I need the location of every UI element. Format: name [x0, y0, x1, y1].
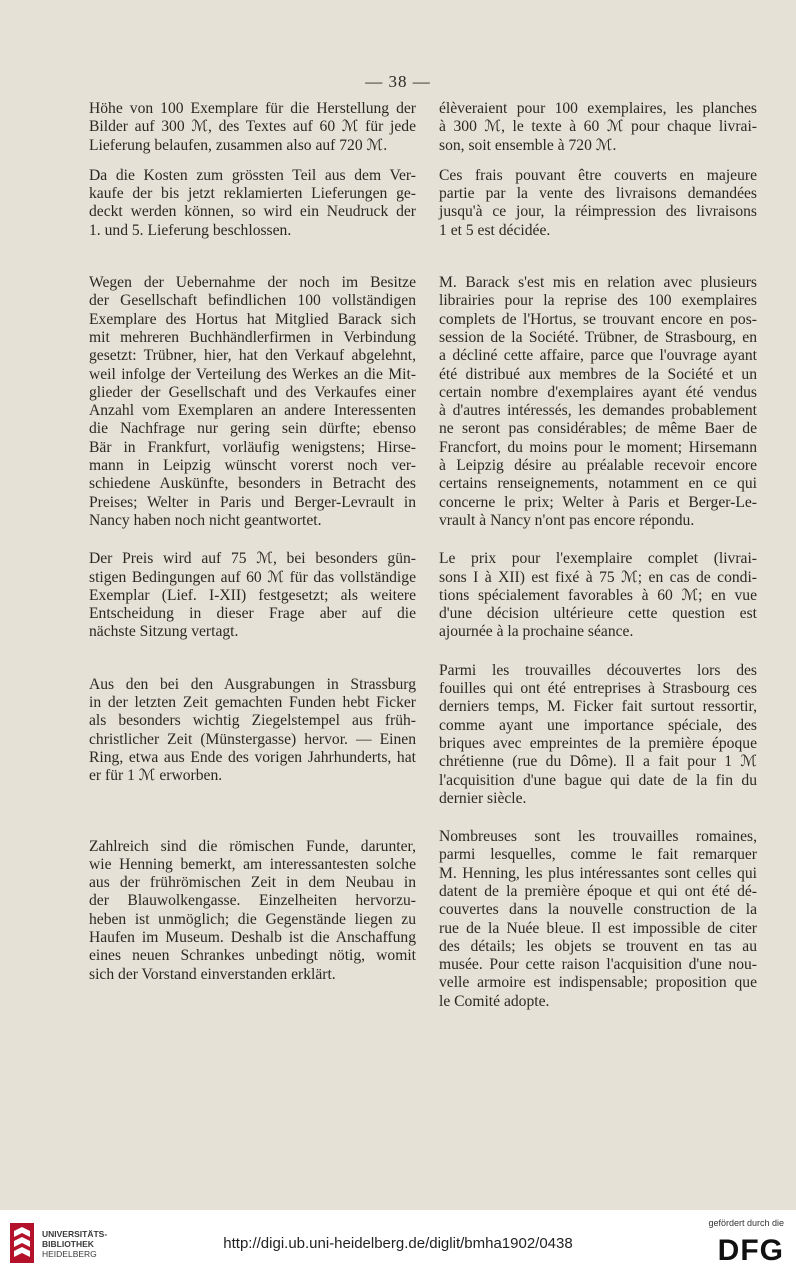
- text-line: Wegen der Uebernahme der noch im Besitze: [89, 274, 416, 292]
- footer-bar: [0, 1210, 796, 1273]
- text-line: briques avec empreintes de la première époque: [439, 734, 757, 752]
- logo-line-2: BIBLIOTHEK: [42, 1239, 94, 1249]
- french-paragraph-6: [439, 828, 757, 1011]
- text-line: Ces frais pouvant être couverts en majeure: [439, 166, 757, 184]
- text-line: gesetzt: Trübner, hier, hat den Verkauf abgelehnt,: [89, 347, 416, 365]
- text-line: rue de la Nuée bleue. Il est impossible de citer: [439, 919, 757, 937]
- text-line: weil infolge der Verteilung des Werkes an die Mit-: [89, 365, 416, 383]
- funding-caption: gefördert durch die: [708, 1218, 784, 1228]
- text-line: à d'autres intéressés, les demandes probablement: [439, 402, 757, 420]
- text-line: son, soit ensemble à 720 ℳ.: [439, 136, 617, 154]
- text-line: d'une décision ultérieure cette question est: [439, 605, 757, 623]
- text-line: ajournée à la prochaine séance.: [439, 623, 634, 641]
- text-line: heben ist unmöglich; die Gegenstände liegen zu: [89, 910, 416, 928]
- text-line: des détails; les objets se trouvent en tas au: [439, 937, 757, 955]
- french-paragraph-2: [439, 167, 757, 240]
- text-line: Aus den bei den Ausgrabungen in Strassburg: [89, 675, 416, 693]
- text-line: aus der frührömischen Zeit in dem Neubau in: [89, 874, 416, 892]
- text-line: à Leipzig désire au préalable recevoir encore: [439, 457, 757, 475]
- text-line: concerne le prix; Welter à Paris et Berger-Le-: [439, 493, 757, 511]
- logo-line-3: HEIDELBERG: [42, 1249, 97, 1259]
- german-paragraph-4: [89, 550, 416, 641]
- text-line: sich der Vorstand einverstanden erklärt.: [89, 965, 336, 983]
- text-line: eines neuen Schrankes unbedingt nötig, womit: [89, 947, 416, 965]
- text-line: a décliné cette affaire, parce que l'ouvrage ayant: [439, 347, 757, 365]
- text-line: deckt werden können, so wird ein Neudruck der: [89, 203, 416, 221]
- text-line: ne seront pas considérables; de même Baer de: [439, 420, 757, 438]
- logo-line-1: UNIVERSITÄTS-: [42, 1229, 108, 1239]
- text-line: Nancy haben noch nicht geantwortet.: [89, 511, 322, 529]
- text-line: Haufen im Museum. Deshalb ist die Anschaffung: [89, 928, 416, 946]
- text-line: als besonders wichtig Ziegelstempel aus früh-: [89, 712, 416, 730]
- text-line: à 300 ℳ, le texte à 60 ℳ pour chaque livrai-: [439, 118, 757, 136]
- text-line: couvertes dans la nouvelle construction de la: [439, 901, 757, 919]
- text-line: 1. und 5. Lieferung beschlossen.: [89, 221, 292, 239]
- text-line: Entscheidung in dieser Frage aber auf die: [89, 605, 416, 623]
- text-line: certains renseignements, notamment en ce qui: [439, 475, 757, 493]
- permalink-url[interactable]: http://digi.ub.uni-heidelberg.de/diglit/bmha1902/0438: [223, 1235, 573, 1252]
- text-line: Preises; Welter in Paris und Berger-Levrault in: [89, 493, 416, 511]
- german-paragraph-6: [89, 838, 416, 984]
- text-line: complets de l'Hortus, se trouvant encore en pos-: [439, 310, 757, 328]
- text-line: été distribué aux membres de la Société et un: [439, 365, 757, 383]
- text-line: Der Preis wird auf 75 ℳ, bei besonders gün-: [89, 550, 416, 568]
- text-line: élèveraient pour 100 exemplaires, les planches: [439, 100, 757, 117]
- french-paragraph-3: [439, 274, 757, 530]
- text-line: Ring, etwa aus Ende des vorigen Jahrhunderts, hat: [89, 748, 416, 766]
- text-line: die Nachfrage nur gering sein dürfte; ebenso: [89, 420, 416, 438]
- text-line: Exemplar (Lief. I-XII) festgesetzt; als weitere: [89, 586, 416, 604]
- text-line: datent de la première époque et qui ont été dé-: [439, 882, 757, 900]
- text-line: mit mehreren Buchhändlerfirmen in Verbindung: [89, 328, 416, 346]
- german-paragraph-3: [89, 274, 416, 530]
- text-line: l'acquisition d'une bague qui date de la fin du: [439, 771, 757, 789]
- text-line: Bilder auf 300 ℳ, des Textes auf 60 ℳ für jede: [89, 118, 416, 136]
- french-paragraph-4: [439, 550, 757, 641]
- french-paragraph-1: [439, 100, 757, 155]
- german-column: [89, 100, 416, 984]
- text-line: derniers temps, M. Ficker fait surtout ressortir,: [439, 698, 757, 716]
- french-column: [439, 100, 757, 1011]
- text-line: partie par la vente des livraisons demandées: [439, 185, 757, 203]
- page-number: — 38 —: [365, 72, 431, 91]
- german-paragraph-2: [89, 167, 416, 240]
- german-paragraph-1: [89, 100, 416, 155]
- text-line: stigen Bedingungen auf 60 ℳ für das vollständige: [89, 568, 416, 586]
- text-line: M. Henning, les plus intéressantes sont celles qui: [439, 864, 757, 882]
- text-line: dernier siècle.: [439, 789, 527, 807]
- text-line: nächste Sitzung vertagt.: [89, 623, 239, 641]
- text-line: wie Henning bemerkt, am interessantesten solche: [89, 855, 416, 873]
- text-line: kaufe der bis jetzt reklamierten Lieferungen ge-: [89, 185, 416, 203]
- text-line: Bär in Frankfurt, vorläufig wenigstens; Hirse-: [89, 438, 416, 456]
- text-line: librairies pour la reprise des 100 exemplaires: [439, 292, 757, 310]
- text-line: velle armoire est indispensable; proposition que: [439, 974, 757, 992]
- text-line: der Gesellschaft befindlichen 100 vollständigen: [89, 292, 416, 310]
- text-line: Nombreuses sont les trouvailles romaines,: [439, 828, 757, 846]
- text-line: mann in Leipzig wünscht vorerst noch ver-: [89, 457, 416, 475]
- text-line: vrault à Nancy n'ont pas encore répondu.: [439, 511, 695, 529]
- text-line: er für 1 ℳ erworben.: [89, 767, 223, 785]
- text-line: parmi lesquelles, comme le fait remarquer: [439, 846, 757, 864]
- text-line: session de la Société. Trübner, de Strasbourg, en: [439, 328, 757, 346]
- text-line: der Blauwolkengasse. Einzelheiten hervorzu-: [89, 892, 416, 910]
- text-line: le Comité adopte.: [439, 992, 550, 1010]
- text-line: chrétienne (rue du Dôme). Il a fait pour 1 ℳ: [439, 753, 757, 771]
- text-line: Zahlreich sind die römischen Funde, darunter,: [89, 837, 416, 855]
- text-line: comme ayant une importance spéciale, des: [439, 716, 757, 734]
- text-line: glieder der Gesellschaft und des Verkaufes einer: [89, 383, 416, 401]
- dfg-logo: DFG: [717, 1234, 784, 1267]
- text-line: sons I à XII) est fixé à 75 ℳ; en cas de condi-: [439, 568, 757, 586]
- text-line: tions spécialement favorables à 60 ℳ; en vue: [439, 586, 757, 604]
- text-line: christlicher Zeit (Münstergasse) hervor. — Einen: [89, 730, 416, 748]
- text-line: schiedene Auskünfte, besonders in Betracht des: [89, 475, 416, 493]
- text-line: fouilles qui ont été entreprises à Strasbourg ces: [439, 680, 757, 698]
- text-line: Francfort, du moins pour le moment; Hirsemann: [439, 438, 757, 456]
- text-line: jusqu'à ce jour, la réimpression des livraisons: [439, 203, 757, 221]
- french-paragraph-5: [439, 662, 757, 808]
- text-line: 1 et 5 est décidée.: [439, 221, 551, 239]
- text-line: Höhe von 100 Exemplare für die Herstellung der: [89, 100, 416, 117]
- text-line: certain nombre d'exemplaires ayant été vendus: [439, 383, 757, 401]
- text-line: Anzahl vom Exemplaren an andere Interessenten: [89, 402, 416, 420]
- german-paragraph-5: [89, 676, 416, 786]
- text-line: Parmi les trouvailles découvertes lors des: [439, 661, 757, 679]
- text-line: Le prix pour l'exemplaire complet (livrai-: [439, 550, 757, 568]
- text-line: Lieferung belaufen, zusammen also auf 720 ℳ.: [89, 136, 388, 154]
- text-line: musée. Pour cette raison l'acquisition d'une nou-: [439, 956, 757, 974]
- text-line: Da die Kosten zum grössten Teil aus dem Ver-: [89, 166, 416, 184]
- text-line: Exemplare des Hortus hat Mitglied Barack sich: [89, 310, 416, 328]
- text-line: in der letzten Zeit gemachten Funden hebt Ficker: [89, 694, 416, 712]
- text-line: M. Barack s'est mis en relation avec plusieurs: [439, 274, 757, 292]
